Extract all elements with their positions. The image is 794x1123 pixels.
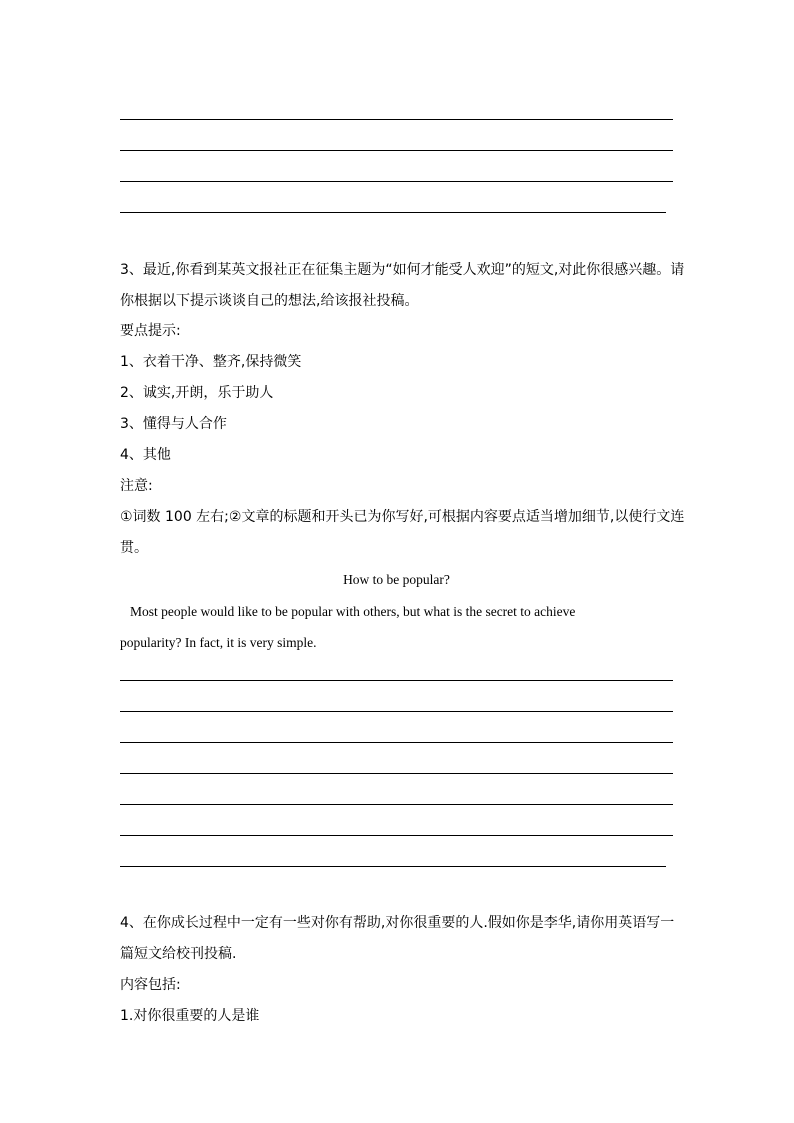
q3-points-heading: 要点提示:	[120, 323, 181, 339]
q3-note-line2: 贯。	[120, 540, 148, 556]
q4-content-heading: 内容包括:	[120, 977, 181, 993]
answer-line	[120, 866, 666, 867]
answer-line	[120, 835, 673, 836]
q4-prompt-line1: 4、在你成长过程中一定有一些对你有帮助,对你很重要的人.假如你是李华,请你用英语写一	[120, 915, 675, 931]
q3-point-1: 1、衣着干净、整齐,保持微笑	[120, 354, 302, 370]
answer-line	[120, 773, 673, 774]
answer-line	[120, 150, 673, 151]
q3-point-2: 2、诚实,开朗，乐于助人	[120, 385, 274, 401]
essay-opening-line2: popularity? In fact, it is very simple.	[120, 635, 317, 650]
q3-point-4: 4、其他	[120, 447, 171, 463]
answer-line	[120, 680, 673, 681]
answer-line	[120, 742, 673, 743]
q3-note-line1: ①词数 100 左右;②文章的标题和开头已为你写好,可根据内容要点适当增加细节,以使行文连	[120, 509, 685, 525]
essay-opening-line1: Most people would like to be popular with others, but what is the secret to achieve	[130, 604, 576, 619]
q4-item-1: 1.对你很重要的人是谁	[120, 1008, 260, 1024]
q4-prompt-line2: 篇短文给校刊投稿.	[120, 946, 237, 962]
q3-note-heading: 注意:	[120, 478, 153, 494]
q3-prompt-line2: 你根据以下提示谈谈自己的想法,给该报社投稿。	[120, 293, 419, 309]
answer-line	[120, 804, 673, 805]
answer-line	[120, 181, 673, 182]
q3-prompt-line1: 3、最近,你看到某英文报社正在征集主题为“如何才能受人欢迎”的短文,对此你很感兴趣。请	[120, 262, 685, 278]
q3-point-3: 3、懂得与人合作	[120, 416, 227, 432]
answer-line	[120, 119, 673, 120]
answer-line	[120, 212, 666, 213]
essay-title: How to be popular?	[343, 572, 450, 587]
answer-line	[120, 711, 673, 712]
